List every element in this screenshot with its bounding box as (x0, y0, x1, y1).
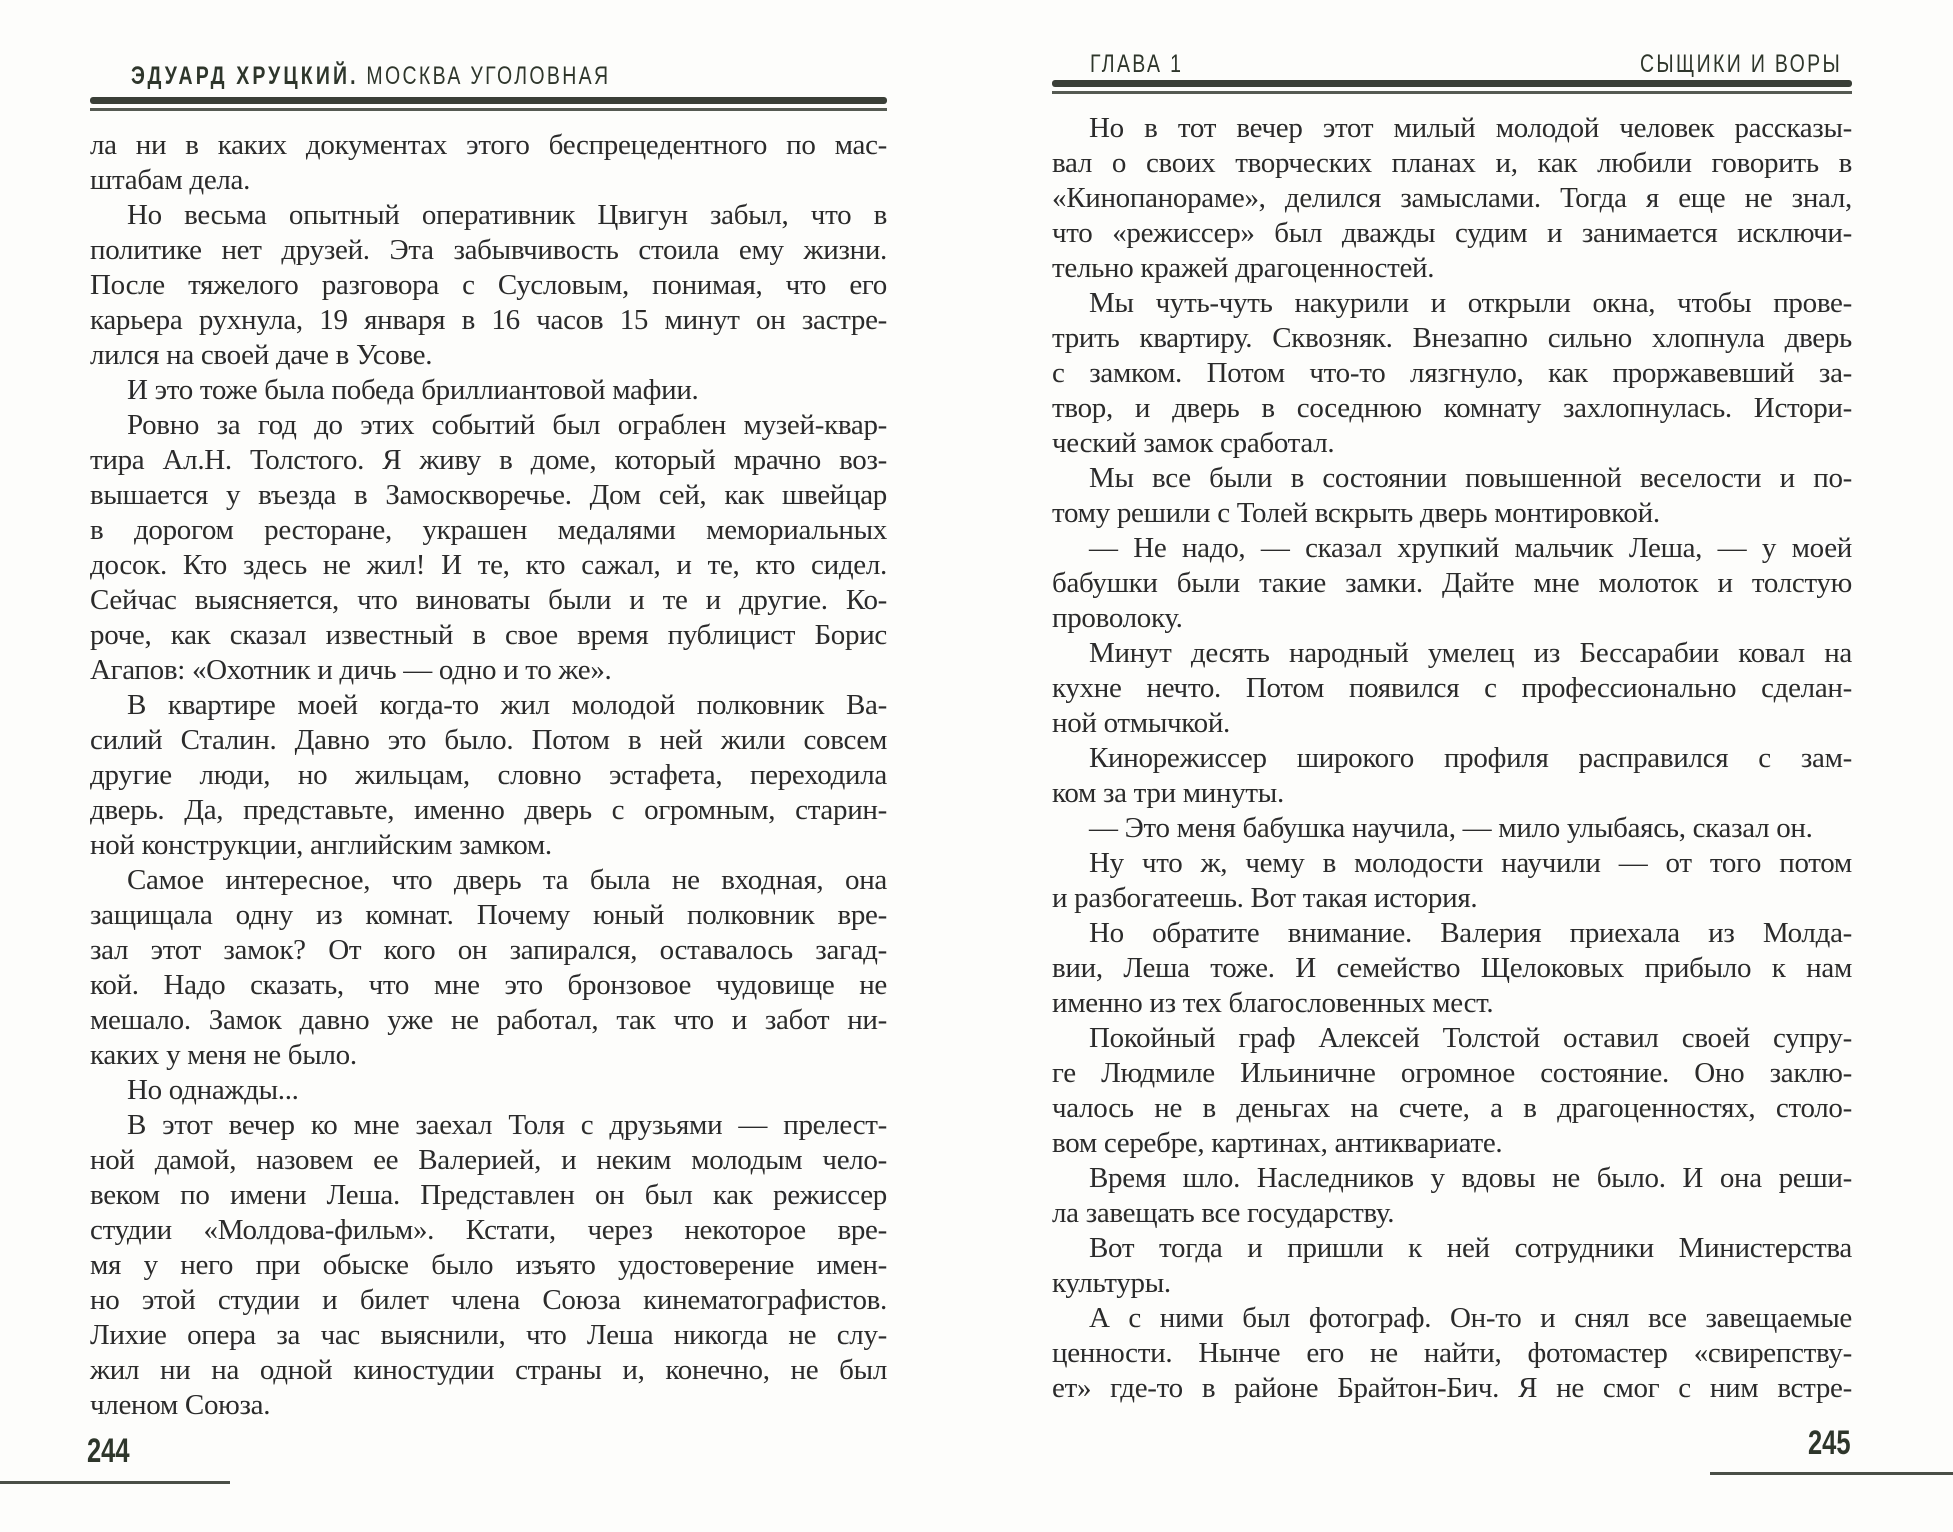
text-line: мя у него при обыске было изъято удостоверение имен- (90, 1249, 887, 1281)
text-line: досок. Кто здесь не жил! И те, кто сажал, и те, кто сидел. (90, 549, 887, 581)
text-line: тельно кражей драгоценностей. (1052, 252, 1435, 284)
text-line: вии, Леша тоже. И семейство Щелоковых прибыло к нам (1052, 952, 1852, 984)
text-line: После тяжелого разговора с Сусловым, понимая, что его (90, 269, 887, 301)
paragraph (1052, 531, 1852, 636)
text-line: тому решили с Толей вскрыть дверь монтировкой. (1052, 497, 1660, 529)
paragraph (1052, 286, 1852, 461)
paragraph (90, 373, 887, 408)
paragraph (1052, 461, 1852, 531)
right-header-rule (1052, 80, 1852, 94)
right-page-text (1052, 111, 1852, 1406)
text-line: членом Союза. (90, 1389, 271, 1421)
paragraph (1052, 811, 1852, 846)
text-line: силий Сталин. Давно это было. Потом в ней жили совсем (90, 724, 887, 756)
paragraph (1052, 1161, 1852, 1231)
text-line: И это тоже была победа бриллиантовой мафии. (127, 374, 699, 406)
text-line: ет» где-то в районе Брайтон-Бич. Я не смог с ним встре- (1052, 1372, 1852, 1404)
text-line: каких у меня не было. (90, 1039, 357, 1071)
text-line: Вот тогда и пришли к ней сотрудники Министерства (1089, 1232, 1852, 1264)
text-line: политике нет друзей. Эта забывчивость стоила ему жизни. (90, 234, 887, 266)
paragraph (1052, 846, 1852, 916)
text-line: Но обратите внимание. Валерия приехала из Молда- (1089, 917, 1852, 949)
text-line: В этот вечер ко мне заехал Толя с друзьями — прелест- (127, 1109, 887, 1141)
text-line: Но в тот вечер этот милый молодой человек рассказы- (1089, 112, 1852, 144)
text-line: карьера рухнула, 19 января в 16 часов 15 минут он застре- (90, 304, 887, 336)
text-line: бабушки были такие замки. Дайте мне молоток и толстую (1052, 567, 1852, 599)
text-line: тира Ал.Н. Толстого. Я живу в доме, который мрачно воз- (90, 444, 887, 476)
paragraph (90, 1073, 887, 1108)
text-line: В квартире моей когда-то жил молодой полковник Ва- (127, 689, 887, 721)
left-page-number: 244 (87, 1432, 130, 1470)
left-page-text (90, 128, 887, 1423)
text-line: дверь. Да, представьте, именно дверь с огромным, старин- (90, 794, 887, 826)
paragraph (90, 198, 887, 373)
paragraph (1052, 741, 1852, 811)
header-author: ЭДУАРД ХРУЦКИЙ. (131, 62, 359, 90)
text-line: именно из тех благословенных мест. (1052, 987, 1494, 1019)
text-line: вал о своих творческих планах и, как любили говорить в (1052, 147, 1852, 179)
paragraph (90, 688, 887, 863)
text-line: лился на своей даче в Усове. (90, 339, 433, 371)
text-line: ге Людмиле Ильиничне огромное состояние. Оно заклю- (1052, 1057, 1852, 1089)
left-running-header (131, 62, 610, 91)
text-line: твор, и дверь в соседнюю комнату захлопнулась. Истори- (1052, 392, 1852, 424)
paragraph (1052, 636, 1852, 741)
text-line: Ровно за год до этих событий был ограблен музей-квар- (127, 409, 887, 441)
text-line: роче, как сказал известный в свое время публицист Борис (90, 619, 887, 651)
paragraph (1052, 916, 1852, 1021)
text-line: проволоку. (1052, 602, 1183, 634)
right-running-header-title: СЫЩИКИ И ВОРЫ (1640, 50, 1843, 78)
text-line: ной отмычкой. (1052, 707, 1230, 739)
text-line: в дорогом ресторане, украшен медалями мемориальных (90, 514, 887, 546)
paragraph (90, 1108, 887, 1423)
text-line: ценности. Нынче его не найти, фотомастер «свирепству- (1052, 1337, 1852, 1369)
text-line: трить квартиру. Сквозняк. Внезапно сильно хлопнула дверь (1052, 322, 1852, 354)
text-line: А с ними был фотограф. Он-то и снял все завещаемые (1089, 1302, 1852, 1334)
text-line: ной дамой, назовем ее Валерией, и неким молодым чело- (90, 1144, 887, 1176)
text-line: Агапов: «Охотник и дичь — одно и то же». (90, 654, 612, 686)
paragraph (1052, 1231, 1852, 1301)
right-page-number: 245 (1808, 1424, 1851, 1462)
text-line: что «режиссер» был дважды судим и занимается исключи- (1052, 217, 1852, 249)
text-line: жил ни на одной киностудии страны и, конечно, не был (90, 1354, 887, 1386)
text-line: культуры. (1052, 1267, 1171, 1299)
text-line: ла ни в каких документах этого беспрецедентного по мас- (90, 129, 887, 161)
text-line: Покойный граф Алексей Толстой оставил своей супру- (1089, 1022, 1852, 1054)
text-line: кухне нечто. Потом появился с профессионально сделан- (1052, 672, 1852, 704)
text-line: «Кинопанораме», делился замыслами. Тогда я еще не знал, (1052, 182, 1852, 214)
text-line: Самое интересное, что дверь та была не входная, она (127, 864, 887, 896)
text-line: ной конструкции, английским замком. (90, 829, 552, 861)
text-line: Время шло. Наследников у вдовы не было. И она реши- (1089, 1162, 1852, 1194)
paragraph (1052, 1021, 1852, 1161)
paragraph (90, 408, 887, 688)
text-line: зал этот замок? От кого он запирался, оставалось загад- (90, 934, 887, 966)
text-line: чалось не в деньгах на счете, а в драгоценностях, столо- (1052, 1092, 1852, 1124)
text-line: другие люди, но жильцам, словно эстафета, переходила (90, 759, 887, 791)
text-line: — Это меня бабушка научила, — мило улыбаясь, сказал он. (1089, 812, 1813, 844)
text-line: мешало. Замок давно уже не работал, так что и забот ни- (90, 1004, 887, 1036)
text-line: Но однажды... (127, 1074, 299, 1106)
text-line: но этой студии и билет члена Союза кинематографистов. (90, 1284, 887, 1316)
right-running-header-chapter: ГЛАВА 1 (1090, 50, 1184, 78)
text-line: Мы чуть-чуть накурили и открыли окна, чтобы прове- (1089, 287, 1852, 319)
text-line: — Не надо, — сказал хрупкий мальчик Леша, — у моей (1089, 532, 1852, 564)
text-line: Сейчас выясняется, что виноваты были и те и другие. Ко- (90, 584, 887, 616)
text-line: вышается у въезда в Замоскворечье. Дом сей, как швейцар (90, 479, 887, 511)
paragraph (90, 128, 887, 198)
text-line: кой. Надо сказать, что мне это бронзовое чудовище не (90, 969, 887, 1001)
text-line: Минут десять народный умелец из Бессарабии ковал на (1089, 637, 1852, 669)
text-line: веком по имени Леша. Представлен он был как режиссер (90, 1179, 887, 1211)
text-line: Но весьма опытный оперативник Цвигун забыл, что в (127, 199, 887, 231)
text-line: и разбогатеешь. Вот такая история. (1052, 882, 1478, 914)
right-footer-rule (1710, 1472, 1953, 1475)
text-line: вом серебре, картинах, антиквариате. (1052, 1127, 1503, 1159)
left-footer-rule (0, 1481, 230, 1484)
text-line: ческий замок сработал. (1052, 427, 1335, 459)
text-line: защищала одну из комнат. Почему юный полковник вре- (90, 899, 887, 931)
text-line: ком за три минуты. (1052, 777, 1284, 809)
text-line: Лихие опера за час выяснили, что Леша никогда не слу- (90, 1319, 887, 1351)
left-header-rule (90, 97, 887, 111)
paragraph (90, 863, 887, 1073)
text-line: Ну что ж, чему в молодости научили — от того потом (1089, 847, 1852, 879)
text-line: Мы все были в состоянии повышенной веселости и по- (1089, 462, 1852, 494)
text-line: штабам дела. (90, 164, 251, 196)
paragraph (1052, 111, 1852, 286)
header-book-title: МОСКВА УГОЛОВНАЯ (366, 62, 611, 90)
text-line: ла завещать все государству. (1052, 1197, 1395, 1229)
text-line: Кинорежиссер широкого профиля расправился с зам- (1089, 742, 1852, 774)
text-line: с замком. Потом что-то лязгнуло, как проржавевший за- (1052, 357, 1852, 389)
paragraph (1052, 1301, 1852, 1406)
text-line: студии «Молдова-фильм». Кстати, через некоторое вре- (90, 1214, 887, 1246)
